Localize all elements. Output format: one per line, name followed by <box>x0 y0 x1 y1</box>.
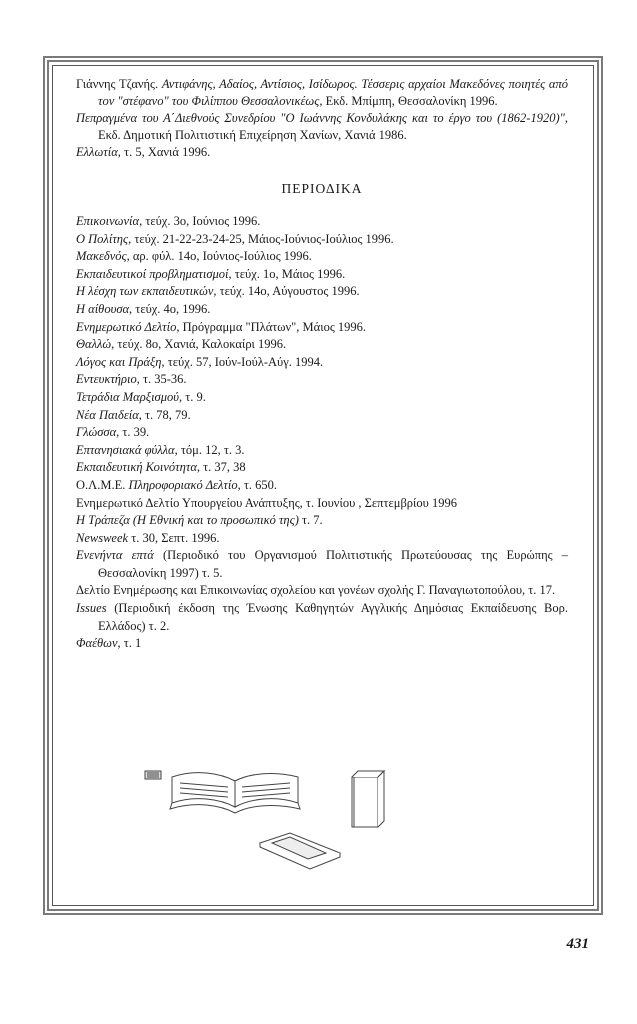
entry-text: , Εκδ. Δημοτική Πολιτιστική Επιχείρηση Χανίων, Χανιά 1986. <box>98 111 568 142</box>
periodical-entry <box>76 424 568 442</box>
periodical-entry <box>76 442 568 460</box>
entry-text: (Περιοδικό του Οργανισμού Πολιτιστικής Πρωτεύουσας της Ευρώπης – Θεσσαλονίκη 1997) τ. 5. <box>98 548 568 580</box>
entry-text: , τ. 35-36. <box>136 372 187 387</box>
entry-text: , τεύχ. 8ο, Χανιά, Καλοκαίρι 1996. <box>111 337 287 352</box>
entry-title: Επτανησιακά φύλλα <box>76 442 175 457</box>
small-book-icon <box>145 771 161 779</box>
entry-text: , αρ. φύλ. 14ο, Ιούνιος-Ιούλιος 1996. <box>126 249 312 264</box>
entry-title: Εντευκτήριο <box>76 372 137 387</box>
entry-title: Μακεδνός <box>76 249 127 264</box>
entry-title: Επικοινωνία <box>76 214 140 228</box>
periodical-entry <box>76 512 568 530</box>
periodical-entry <box>76 266 568 284</box>
entry-title: Φαέθων <box>76 636 118 651</box>
periodical-entry <box>76 600 568 635</box>
entry-title: Ενενήντα επτά <box>76 548 154 563</box>
entry-text: , τ. 650. <box>237 477 277 492</box>
entry-text: Γιάννης Τζανής. <box>76 77 162 91</box>
bibliography-entry <box>76 144 568 161</box>
periodical-entry <box>76 407 568 425</box>
periodical-entry <box>76 582 568 600</box>
entry-title: Τετράδια Μαρξισμού <box>76 389 179 404</box>
entry-title: Πεπραγμένα του Α΄Διεθνούς Συνεδρίου "Ο Ιωάννης Κονδυλάκης και το έργο του (1862-1920)" <box>76 111 565 125</box>
entry-text: , τεύχ. 57, Ιούν-Ιούλ-Αύγ. 1994. <box>161 354 324 369</box>
entry-title: Εκπαιδευτική Κοινότητα <box>76 460 197 475</box>
entry-title: Η λέσχη των εκπαιδευτικών <box>76 284 214 299</box>
open-book-icon <box>170 773 300 813</box>
entry-title: Αντιφάνης, Αδαίος, Αντίσιος, Ισίδωρος. Τέσσερις αρχαίοι Μακεδόνες ποιητές από τον "στέφανο" του Φιλίππου Θεσσαλονικέως <box>98 77 568 108</box>
entry-title: Πληροφοριακό Δελτίο <box>128 477 238 492</box>
periodical-entry <box>76 530 568 548</box>
entry-text: , Πρόγραμμα "Πλάτων", Μάιος 1996. <box>176 319 367 334</box>
entry-text: Ο.Λ.Μ.Ε. <box>76 477 129 492</box>
entry-title: Ο Πολίτης <box>76 231 129 246</box>
periodical-entry <box>76 248 568 266</box>
periodical-entry <box>76 371 568 389</box>
entry-text: , τεύχ. 1ο, Μάιος 1996. <box>228 266 346 281</box>
entry-title: Εκπαιδευτικοί προβληματισμοί <box>76 266 229 281</box>
periodical-entry <box>76 213 568 231</box>
entry-title: Issues <box>76 601 107 616</box>
periodical-entry <box>76 477 568 495</box>
entry-text: , τ. 1 <box>117 636 142 651</box>
entry-title: Newsweek <box>76 530 129 545</box>
periodical-entry <box>76 354 568 372</box>
bibliography-entry <box>76 76 568 110</box>
entry-text: , τεύχ. 14ο, Αύγουστος 1996. <box>213 284 360 299</box>
entry-text: τ. 7. <box>298 513 323 528</box>
standing-book-icon <box>352 771 384 827</box>
entry-title: Θαλλώ <box>76 337 112 352</box>
entry-title: Λόγος και Πράξη <box>76 354 162 369</box>
periodical-entry <box>76 283 568 301</box>
periodical-entry <box>76 459 568 477</box>
periodical-entry <box>76 301 568 319</box>
entry-text: (Περιοδική έκδοση της Ένωσης Καθηγητών Αγγλικής Δημόσιας Εκπαίδευσης Βορ. Ελλάδος) τ. 2. <box>98 601 568 633</box>
periodicals-list <box>76 213 568 653</box>
entry-text: , Εκδ. Μπίμπη, Θεσσαλονίκη 1996. <box>319 94 498 108</box>
periodical-entry <box>76 495 568 513</box>
entry-text: , τόμ. 12, τ. 3. <box>174 442 245 457</box>
entry-title: Γλώσσα <box>76 425 117 440</box>
periodical-entry <box>76 635 568 653</box>
entry-text: , τεύχ. 3ο, Ιούνιος 1996. <box>139 214 261 228</box>
periodical-entry <box>76 547 568 582</box>
page-content <box>76 76 568 653</box>
entry-text: , τεύχ. 21-22-23-24-25, Μάιος-Ιούνιος-Ιούλιος 1996. <box>128 231 394 246</box>
entry-text: Δελτίο Ενημέρωσης και Επικοινωνίας σχολείου και γονέων σχολής Γ. Παναγιωτοπούλου, τ. 17. <box>76 583 556 598</box>
page-number: 431 <box>566 936 589 952</box>
section-title: ΠΕΡΙΟΔΙΚΑ <box>281 181 363 196</box>
bibliography-list <box>76 76 568 161</box>
entry-text: , τ. 78, 79. <box>138 407 191 422</box>
periodical-entry <box>76 389 568 407</box>
flat-book-icon <box>260 833 340 869</box>
periodical-entry <box>76 319 568 337</box>
book-illustrations <box>140 765 400 885</box>
entry-title: Ελλωτία <box>76 145 118 159</box>
periodical-entry <box>76 336 568 354</box>
entry-text: τ. 30, Σεπτ. 1996. <box>128 530 220 545</box>
entry-text: , τεύχ. 4ο, 1996. <box>129 301 211 316</box>
entry-title: Η αίθουσα <box>76 301 130 316</box>
entry-text: , τ. 9. <box>178 389 206 404</box>
entry-title: Ενημερωτικό Δελτίο <box>76 319 177 334</box>
entry-text: , τ. 37, 38 <box>196 460 246 475</box>
entry-text: Ενημερωτικό Δελτίο Υπουργείου Ανάπτυξης, τ. Ιουνίου , Σεπτεμβρίου 1996 <box>76 495 457 510</box>
bibliography-entry <box>76 110 568 144</box>
entry-title: Νέα Παιδεία <box>76 407 139 422</box>
entry-text: , τ. 5, Χανιά 1996. <box>117 145 211 159</box>
entry-title: Η Τράπεζα (Η Εθνική και το προσωπικό της) <box>76 513 299 528</box>
entry-text: , τ. 39. <box>116 425 150 440</box>
periodical-entry <box>76 231 568 249</box>
